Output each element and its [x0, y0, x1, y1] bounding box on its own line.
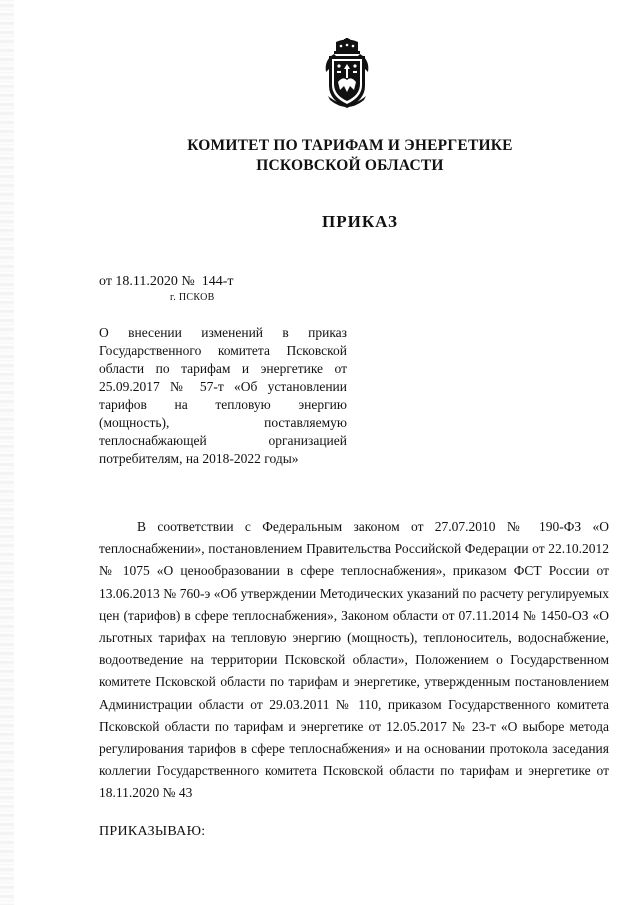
- committee-line-2: ПСКОВСКОЙ ОБЛАСТИ: [256, 157, 444, 174]
- scan-edge: [0, 0, 14, 905]
- preamble-paragraph: В соответствии с Федеральным законом от 27.07.2010 № 190-ФЗ «О теплоснабжении», постановлением Правительства Российской Федерации от 22.10.2012 № 1075 «О ценообразовании в сфере теплоснабжения», приказом ФСТ России от 13.06.2013 № 760-э «Об утверждении Методических указаний по расчету регулируемых цен (тарифов) в сфере теплоснабжения», Законом области от 07.11.2014 № 1450-ОЗ «О льготных тарифах на тепловую энергию (мощность), теплоноситель, водоснабжение, водоотведение на территории Псковской области», Положением о Государственном комитете Псковской области по тарифам и энергетике, утвержденным постановлением Администрации области от 29.03.2011 № 110, приказом Государственного комитета Псковской области по тарифам и энергетике от 12.05.2017 № 23-т «О выборе метода регулирования тарифов в сфере теплоснабжения» и на основании протокола заседания коллегии Государственного комитета Псковской области по тарифам и энергетике от 18.11.2020 № 43: [99, 519, 609, 801]
- date-and-number: от 18.11.2020 № 144-т: [99, 274, 234, 289]
- order-directive: ПРИКАЗЫВАЮ:: [99, 824, 206, 839]
- committee-name: [140, 136, 560, 176]
- committee-line-1: КОМИТЕТ ПО ТАРИФАМ И ЭНЕРГЕТИКЕ: [187, 137, 513, 154]
- city-label: г. ПСКОВ: [170, 292, 215, 303]
- coat-of-arms-icon: [320, 38, 374, 110]
- order-subject: О внесении изменений в приказ Государственного комитета Псковской области по тарифам и энергетике от 25.09.2017 № 57-т «Об установлении тарифов на тепловую энергию (мощность), поставляемую теплоснабжающей организацией потребителям, на 2018-2022 годы»: [99, 325, 347, 466]
- document-type-title: ПРИКАЗ: [322, 212, 398, 231]
